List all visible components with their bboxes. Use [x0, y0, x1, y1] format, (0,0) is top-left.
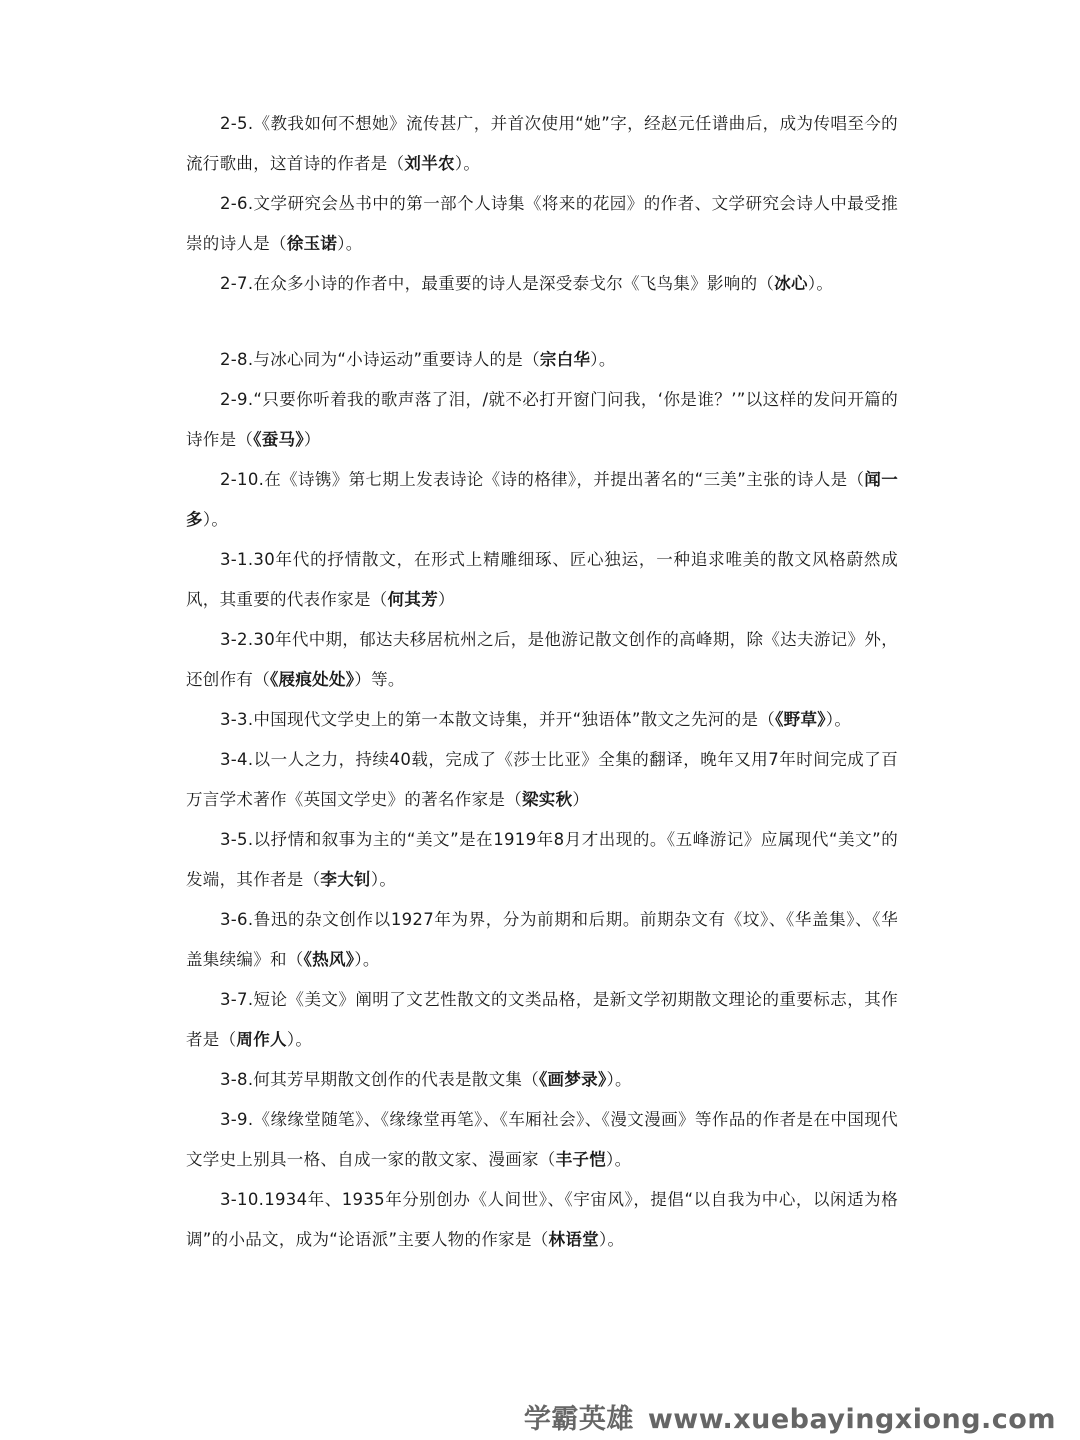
question-3-6: 3-6.鲁迅的杂文创作以1927年为界，分为前期和后期。前期杂文有《坟》、《华盖集》、《华盖集续编》和（《热风》）。 — [186, 910, 898, 969]
question-3-2: 3-2.30年代中期，郁达夫移居杭州之后，是他游记散文创作的高峰期，除《达夫游记》外，还创作有（《屐痕处处》）等。 — [186, 630, 898, 689]
question-3-10: 3-10.1934年、1935年分别创办《人间世》、《宇宙风》，提倡“以自我为中心，以闲适为格调”的小品文，成为“论语派”主要人物的作家是（林语堂）。 — [186, 1190, 898, 1249]
answer: 闻一多 — [186, 470, 898, 529]
watermark-footer — [524, 1397, 1056, 1436]
question-3-5: 3-5.以抒情和叙事为主的“美文”是在1919年8月才出现的。《五峰游记》应属现代“美文”的发端，其作者是（李大钊）。 — [186, 830, 898, 889]
answer: 丰子恺 — [555, 1150, 607, 1169]
answer: 冰心 — [774, 274, 808, 293]
watermark-url: www.xuebayingxiong.com — [647, 1404, 1056, 1435]
question-2-5: 2-5.《教我如何不想她》流传甚广，并首次使用“她”字，经赵元任谱曲后，成为传唱至今的流行歌曲，这首诗的作者是（刘半农）。 — [186, 114, 898, 173]
question-3-3: 3-3.中国现代文学史上的第一本散文诗集，并开“独语体”散文之先河的是（《野草》）。 — [220, 710, 852, 729]
answer: 《屐痕处处》 — [270, 670, 355, 689]
answer: 梁实秋 — [522, 790, 573, 809]
answer: 《画梦录》 — [539, 1070, 607, 1089]
question-2-10: 2-10.在《诗镌》第七期上发表诗论《诗的格律》，并提出著名的“三美”主张的诗人是（闻一多）。 — [186, 470, 898, 529]
question-3-9: 3-9.《缘缘堂随笔》、《缘缘堂再笔》、《车厢社会》、《漫文漫画》等作品的作者是在中国现代文学史上别具一格、自成一家的散文家、漫画家（丰子恺）。 — [186, 1110, 898, 1169]
question-3-7: 3-7.短论《美文》阐明了文艺性散文的文类品格，是新文学初期散文理论的重要标志，其作者是（周作人）。 — [186, 990, 898, 1049]
answer: 《野草》 — [775, 710, 826, 729]
answer: 《蚕马》 — [253, 430, 304, 449]
document-body — [186, 104, 898, 1260]
question-2-6: 2-6.文学研究会丛书中的第一部个人诗集《将来的花园》的作者、文学研究会诗人中最受推崇的诗人是（徐玉诺）。 — [186, 194, 898, 253]
answer: 周作人 — [236, 1030, 287, 1049]
question-3-4: 3-4.以一人之力，持续40载，完成了《莎士比亚》全集的翻译，晚年又用7年时间完成了百万言学术著作《英国文学史》的著名作家是（梁实秋） — [186, 750, 898, 809]
answer: 徐玉诺 — [286, 234, 338, 253]
answer: 李大钊 — [320, 870, 371, 889]
answer: 《热风》 — [303, 950, 355, 969]
answer: 何其芳 — [387, 590, 439, 609]
answer: 宗白华 — [539, 350, 591, 369]
answer: 林语堂 — [548, 1230, 599, 1249]
question-3-1: 3-1.30年代的抒情散文，在形式上精雕细琢、匠心独运，一种追求唯美的散文风格蔚然成风，其重要的代表作家是（何其芳） — [186, 550, 898, 609]
question-2-7: 2-7.在众多小诗的作者中，最重要的诗人是深受泰戈尔《飞鸟集》影响的（冰心）。 — [220, 274, 834, 293]
question-3-8: 3-8.何其芳早期散文创作的代表是散文集（《画梦录》）。 — [220, 1070, 632, 1089]
question-2-8: 2-8.与冰心同为“小诗运动”重要诗人的是（宗白华）。 — [220, 350, 616, 369]
question-2-9: 2-9.“只要你听着我的歌声落了泪，/就不必打开窗门问我，‘你是谁？’”以这样的发问开篇的诗作是（《蚕马》） — [186, 390, 898, 449]
watermark-brand: 学霸英雄 — [523, 1404, 634, 1435]
answer: 刘半农 — [404, 154, 455, 173]
